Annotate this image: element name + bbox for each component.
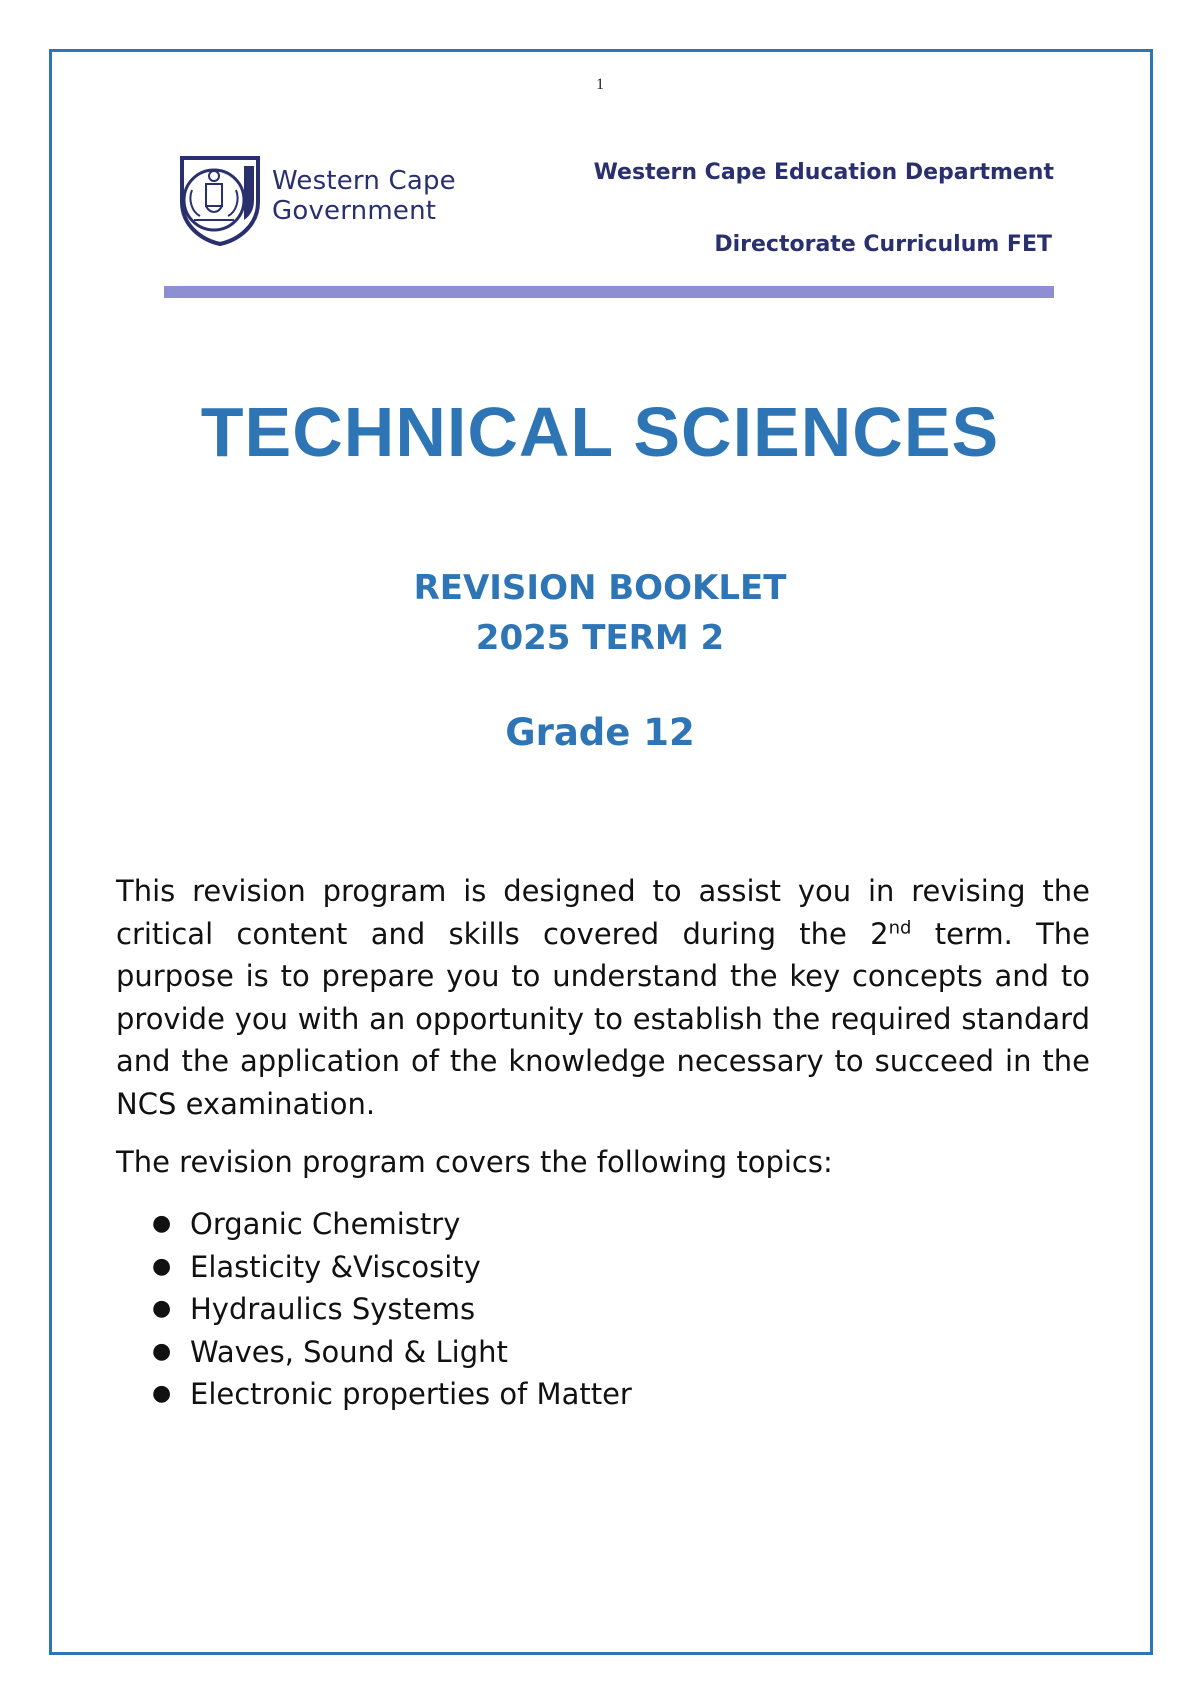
government-name-line2: Government [272, 196, 437, 226]
header-divider-bar [164, 286, 1054, 298]
list-item [152, 1331, 632, 1374]
government-name [272, 166, 456, 226]
topic-label: Organic Chemistry [190, 1207, 461, 1241]
subtitle-line2: 2025 TERM 2 [475, 618, 725, 658]
list-item [152, 1288, 632, 1331]
government-name-line1: Western Cape [272, 166, 456, 196]
topics-intro: The revision program covers the following topics: [116, 1145, 833, 1179]
document-subtitle [0, 563, 1200, 663]
document-title: TECHNICAL SCIENCES [200, 393, 1000, 471]
topic-label: Electronic properties of Matter [190, 1377, 632, 1411]
coat-of-arms-icon [174, 150, 266, 246]
list-item [152, 1373, 632, 1416]
bullet-icon: ● [152, 1211, 172, 1236]
topic-label: Hydraulics Systems [190, 1292, 476, 1326]
intro-text-part2: term. The purpose is to prepare you to understand the key concepts and to provide you with an opportunity to establish the required standard and the application of the knowledge necessary to succeed in the NCS examination. [116, 916, 1091, 1121]
intro-paragraph [116, 870, 1090, 1125]
intro-text-part1: This revision program is designed to assist you in revising the critical content and skills covered during the 2 [116, 874, 1090, 951]
list-item [152, 1246, 632, 1289]
page-number: 1 [596, 76, 604, 93]
topic-label: Waves, Sound & Light [190, 1334, 508, 1369]
bullet-icon: ● [152, 1381, 172, 1406]
topics-list [152, 1203, 632, 1416]
bullet-icon: ● [152, 1253, 172, 1279]
directorate-name: Directorate Curriculum FET [714, 232, 1052, 257]
list-item [152, 1203, 632, 1246]
bullet-icon: ● [152, 1296, 172, 1321]
grade-label: Grade 12 [505, 711, 695, 754]
subtitle-line1: REVISION BOOKLET [413, 568, 787, 608]
department-name: Western Cape Education Department [593, 160, 1054, 185]
intro-superscript: nd [888, 916, 912, 938]
topic-label: Elasticity &Viscosity [190, 1249, 481, 1284]
bullet-icon: ● [152, 1338, 172, 1364]
